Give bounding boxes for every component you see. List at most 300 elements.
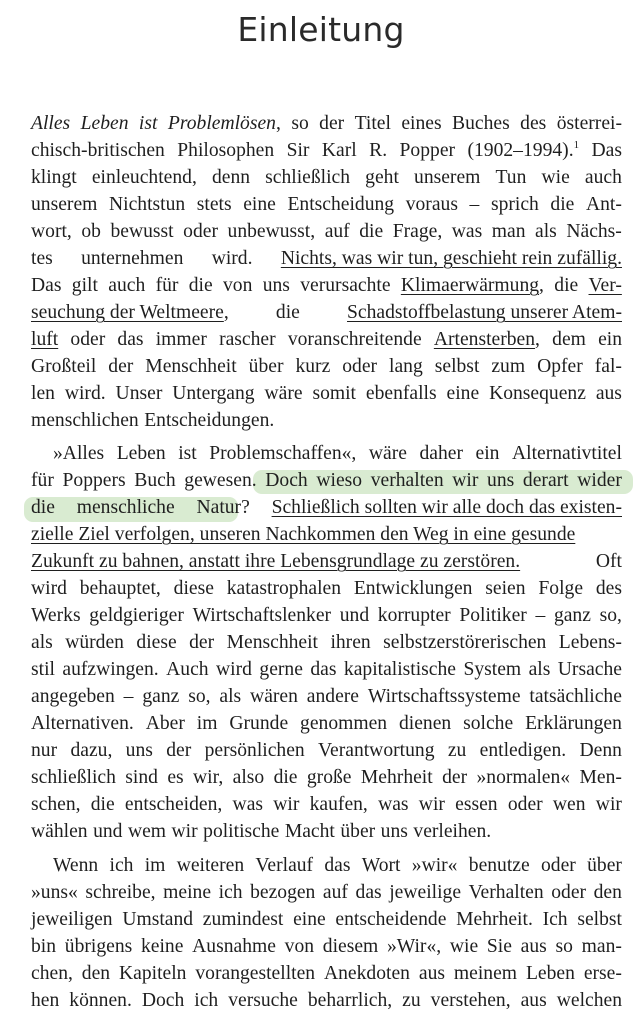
word: »uns«: [31, 882, 78, 903]
word: Ausnahme: [192, 936, 276, 957]
word: benutze: [468, 855, 530, 876]
word: politische: [203, 821, 280, 842]
word: Konsequenz: [489, 383, 586, 404]
word: geldgieriger: [89, 605, 184, 626]
word: System: [463, 659, 522, 680]
word: Mehrheit.: [456, 909, 533, 930]
word: ganz: [553, 605, 591, 626]
text-line: [31, 137, 622, 164]
word: eine: [293, 909, 326, 930]
word: menschlichen: [31, 410, 139, 431]
word: verursachte: [300, 275, 391, 296]
word: entscheiden,: [124, 794, 223, 815]
word: nur: [31, 740, 58, 761]
word: auch: [584, 167, 622, 188]
word: lang: [389, 356, 423, 377]
text-line: [31, 933, 622, 960]
word: über: [248, 356, 284, 377]
word: »wir«: [411, 855, 458, 876]
word: ist: [178, 443, 197, 464]
word: denn: [211, 167, 251, 188]
word: hen: [31, 990, 60, 1011]
word: dem: [552, 329, 586, 350]
text-line: [31, 494, 622, 521]
word: Problemschaffen«,: [209, 443, 357, 464]
word: »Wir«,: [386, 936, 442, 957]
word: es: [167, 767, 184, 788]
text-line: [31, 656, 622, 683]
word: zu: [447, 740, 467, 761]
word: Alternativtitel: [512, 443, 622, 464]
word: Entscheidung: [287, 194, 395, 215]
word: chisch-britischen: [31, 140, 165, 161]
word: wir: [171, 821, 198, 842]
word: ihren: [330, 632, 371, 653]
word: ich: [194, 990, 219, 1011]
word: also: [232, 767, 265, 788]
word: wieso: [316, 470, 363, 491]
text-line: [31, 191, 622, 218]
word: man: [491, 221, 526, 242]
word: Wirtschaftslenker: [192, 605, 332, 626]
word: der: [108, 356, 134, 377]
word: Folge: [538, 578, 584, 599]
word: tatsächliche: [529, 686, 622, 707]
word: die: [273, 767, 298, 788]
word: genommen: [300, 713, 388, 734]
word: Ant-: [585, 194, 622, 215]
word: Leben: [116, 443, 166, 464]
word: gewesen.: [184, 470, 257, 491]
word: Auch: [166, 659, 209, 680]
word: tes: [31, 248, 53, 269]
word: Titel: [354, 113, 391, 134]
text-line: [31, 710, 622, 737]
word: –: [123, 686, 134, 707]
text-line: [31, 737, 622, 764]
word: ,: [223, 302, 229, 323]
word: meinem: [453, 963, 518, 984]
word: Leben: [525, 963, 575, 984]
word: Alternativen.: [31, 713, 134, 734]
word: Wort: [361, 855, 401, 876]
text-line: [31, 629, 622, 656]
word: übrigens: [64, 936, 133, 957]
word: Ursache: [557, 659, 622, 680]
word: Doch: [141, 990, 185, 1011]
word: die: [275, 302, 300, 323]
word: verleihen.: [413, 821, 492, 842]
word: gilt: [71, 275, 98, 296]
word: Menschheit: [226, 632, 318, 653]
word: auf: [322, 882, 348, 903]
word: was: [232, 794, 264, 815]
word: wie: [541, 167, 570, 188]
word: wählen: [31, 821, 88, 842]
word: ebenfalls: [365, 383, 437, 404]
word: wir: [418, 794, 445, 815]
word: das: [117, 329, 144, 350]
word: Sir: [286, 140, 310, 161]
word: bewusst: [110, 221, 174, 242]
word-group: [401, 272, 544, 299]
word: wir: [595, 794, 622, 815]
footnote-marker[interactable]: 1: [573, 139, 580, 151]
word: persönlichen: [204, 740, 305, 761]
word: angegeben: [31, 686, 115, 707]
word: dazu,: [70, 740, 113, 761]
word-group: [434, 326, 540, 353]
word: für: [31, 470, 54, 491]
word: würden: [65, 632, 124, 653]
word: »normalen«: [476, 767, 571, 788]
word: entledigen.: [479, 740, 567, 761]
text-line: [31, 245, 622, 272]
word: Entwicklungen: [353, 578, 473, 599]
text-line: [31, 272, 622, 299]
word: Das: [591, 140, 622, 161]
word: die: [31, 497, 55, 518]
word: große: [306, 767, 352, 788]
word: weiteren: [176, 855, 245, 876]
word: als: [528, 659, 551, 680]
word: –: [469, 194, 480, 215]
word: eine: [446, 383, 480, 404]
word: Verhalten: [468, 882, 544, 903]
word: was: [378, 794, 409, 815]
word: aus: [520, 990, 547, 1011]
word: vorangestellten: [195, 963, 316, 984]
word: stets: [196, 194, 232, 215]
text-line: [31, 764, 622, 791]
word: Klimaerwärmung: [400, 275, 540, 296]
word: der: [189, 632, 215, 653]
word: andere: [306, 686, 360, 707]
word: die: [550, 194, 575, 215]
word: wären: [250, 686, 298, 707]
word: Poppers: [62, 470, 126, 491]
text-line: [31, 467, 622, 494]
word: katastrophalen: [226, 578, 342, 599]
word: der: [166, 740, 192, 761]
word: Ver-: [588, 275, 622, 296]
text-line: [31, 683, 622, 710]
word: so: [555, 936, 573, 957]
word: und: [93, 821, 123, 842]
word: Philosophen: [177, 140, 275, 161]
word: aus: [418, 963, 445, 984]
word: luft: [31, 329, 59, 350]
word: schließlich: [265, 167, 351, 188]
word: unserem: [414, 167, 481, 188]
word: chen,: [31, 963, 73, 984]
word: den: [593, 882, 622, 903]
word: das: [324, 855, 351, 876]
word: Nächs-: [566, 221, 622, 242]
word: zu: [402, 990, 421, 1011]
word: R.: [369, 140, 388, 161]
word: wäre: [368, 443, 407, 464]
word: unternehmen: [81, 248, 184, 269]
text-line: [31, 548, 622, 575]
word: seuchung der Weltmeere: [31, 302, 224, 323]
word: derart: [522, 470, 569, 491]
text-line: [31, 960, 622, 987]
word: oder: [551, 882, 587, 903]
word: sprich: [490, 194, 539, 215]
word: versuche: [228, 990, 298, 1011]
word: Untergang: [172, 383, 255, 404]
chapter-title: Einleitung: [237, 10, 405, 49]
word: Ich: [542, 909, 568, 930]
text-line: [31, 299, 622, 326]
word: diesem: [322, 936, 379, 957]
word: diese: [136, 632, 177, 653]
word: Denn: [579, 740, 622, 761]
word: kaufen,: [309, 794, 368, 815]
word: das: [355, 882, 382, 903]
word: Wirtschaftssysteme: [367, 686, 521, 707]
word: und: [339, 605, 370, 626]
word: len: [31, 383, 55, 404]
word: Das: [31, 275, 62, 296]
text-line: [53, 440, 622, 467]
word: das: [310, 659, 337, 680]
text-line: [31, 218, 622, 245]
word: selbst: [577, 909, 622, 930]
word: Lebens-: [558, 632, 622, 653]
word: was: [451, 221, 483, 242]
word: Natur?: [196, 497, 250, 518]
word: wider: [577, 470, 622, 491]
word: wen: [552, 794, 586, 815]
word: Doch: [265, 470, 308, 491]
word: dienen: [398, 713, 452, 734]
word: Menschheit: [145, 356, 237, 377]
word: ganz: [142, 686, 180, 707]
word: oder: [540, 855, 576, 876]
word: Buch: [134, 470, 176, 491]
word: Entscheidungen.: [144, 410, 275, 431]
word: bin: [31, 936, 57, 957]
word: (1902–1994).$^1$: [467, 139, 580, 161]
word: geht: [365, 167, 399, 188]
word-group: [31, 299, 229, 326]
word: kapitalistische: [343, 659, 456, 680]
word: schen,: [31, 794, 81, 815]
word: wird.: [211, 248, 253, 269]
word: verstehen,: [430, 990, 511, 1011]
word: die: [188, 275, 213, 296]
word: menschliche: [76, 497, 175, 518]
word: entscheidende: [335, 909, 447, 930]
word: Anekdoten: [323, 963, 410, 984]
word: uns: [125, 740, 153, 761]
word: oder: [507, 794, 543, 815]
word: klingt: [31, 167, 77, 188]
word: oder: [342, 356, 378, 377]
word: österrei-: [556, 113, 622, 134]
word: Frage,: [392, 221, 443, 242]
word: aufzwingen.: [62, 659, 159, 680]
word: Popper: [399, 140, 456, 161]
word: Mehrheit: [360, 767, 433, 788]
text-line: [31, 326, 622, 353]
text-line: [31, 164, 622, 191]
text-line: [31, 110, 622, 137]
word: bezogen: [250, 882, 316, 903]
word: wir,: [193, 767, 224, 788]
word: keine: [140, 936, 184, 957]
word: so,: [188, 686, 211, 707]
word: ob: [81, 221, 101, 242]
word: Oft: [595, 551, 622, 572]
word: uns: [487, 470, 515, 491]
word: erse-: [583, 963, 622, 984]
word: Wenn: [53, 855, 99, 876]
word: immer: [155, 329, 207, 350]
word: des: [595, 578, 622, 599]
word: Erklärungen: [525, 713, 622, 734]
word: die: [359, 221, 384, 242]
word: kurz: [295, 356, 331, 377]
word: Buches: [452, 113, 510, 134]
text-line: [31, 521, 622, 548]
word: wir: [452, 470, 479, 491]
word: unbewusst,: [227, 221, 316, 242]
word: Unser: [115, 383, 163, 404]
word: jeweilige: [389, 882, 462, 903]
word: schließlich: [31, 767, 116, 788]
word: gerne: [259, 659, 303, 680]
word: Nichtstun: [108, 194, 186, 215]
text-line: [31, 602, 622, 629]
word: Schließlich sollten wir alle doch das existen-: [271, 497, 622, 518]
word: zum: [491, 356, 526, 377]
word: –: [535, 605, 546, 626]
word: sind: [125, 767, 158, 788]
word: ,: [539, 275, 544, 296]
word: wird.: [64, 383, 106, 404]
word: selbstzerstörerischen: [383, 632, 547, 653]
word: oder: [183, 221, 218, 242]
word: auf: [324, 221, 350, 242]
word: Großteil: [31, 356, 97, 377]
word: Nichts, was wir tun, geschieht rein zufällig.: [280, 248, 622, 269]
word: oder: [70, 329, 106, 350]
word: wird: [31, 578, 67, 599]
word: man-: [581, 936, 622, 957]
word: als: [219, 686, 242, 707]
word: von: [284, 936, 315, 957]
word: aus: [520, 936, 547, 957]
word: Problemlösen,: [167, 113, 281, 134]
word: Aber: [145, 713, 185, 734]
word: behauptet,: [79, 578, 161, 599]
word: wird: [216, 659, 252, 680]
word: aus: [595, 383, 622, 404]
word: können.: [69, 990, 132, 1011]
word: der: [442, 767, 468, 788]
word: somit: [312, 383, 357, 404]
word: so: [291, 113, 309, 134]
word: essen: [455, 794, 498, 815]
word: Macht: [284, 821, 335, 842]
word: beharrlich,: [307, 990, 393, 1011]
word: ,: [535, 329, 540, 350]
word: korrupter: [377, 605, 451, 626]
word: einleuchtend,: [91, 167, 197, 188]
word: diese: [173, 578, 214, 599]
word: wem: [127, 821, 167, 842]
word: Politiker: [459, 605, 527, 626]
word: Verlauf: [255, 855, 314, 876]
word: Karl: [321, 140, 357, 161]
word: ist: [138, 113, 158, 134]
word: die: [554, 275, 579, 296]
word: uns: [262, 275, 290, 296]
word: Verantwortung: [318, 740, 435, 761]
word: zielle Ziel verfolgen, unseren Nachkommen den Weg in eine gesunde: [31, 524, 576, 545]
text-line: [31, 407, 622, 434]
text-line: [31, 575, 622, 602]
word: verhalten: [370, 470, 444, 491]
word: ein: [475, 443, 500, 464]
word: solche: [463, 713, 514, 734]
word: wäre: [264, 383, 303, 404]
word: meine: [163, 882, 212, 903]
word: wir: [273, 794, 300, 815]
word: »Alles: [53, 443, 105, 464]
word: ich: [109, 855, 134, 876]
word: voraus: [405, 194, 458, 215]
word: von: [222, 275, 253, 296]
word: so,: [599, 605, 622, 626]
word: schreibe,: [85, 882, 156, 903]
word: Alles: [31, 113, 71, 134]
word: jeweiligen: [31, 909, 113, 930]
text-line: [31, 791, 622, 818]
word: Tun: [495, 167, 527, 188]
word: unserem: [31, 194, 98, 215]
word: Kapiteln: [119, 963, 187, 984]
word: als: [31, 632, 53, 653]
word: welchen: [556, 990, 622, 1011]
word: ein: [598, 329, 622, 350]
word: ich: [218, 882, 243, 903]
word: Werks: [31, 605, 81, 626]
word: auch: [108, 275, 146, 296]
word: die: [90, 794, 115, 815]
text-line: [31, 380, 622, 407]
word: Opfer: [537, 356, 583, 377]
word: Leben: [80, 113, 129, 134]
word: uns: [380, 821, 408, 842]
text-line: [31, 353, 622, 380]
word: stil: [31, 659, 55, 680]
word: Umstand: [122, 909, 194, 930]
word: wie: [449, 936, 479, 957]
word: für: [155, 275, 179, 296]
word: Zukunft zu bahnen, anstatt ihre Lebensgrundlage zu zerstören.: [31, 551, 521, 572]
word: Grunde: [229, 713, 289, 734]
word: zumindest: [202, 909, 284, 930]
word: als: [535, 221, 557, 242]
word: über: [340, 821, 376, 842]
word: Artensterben: [433, 329, 536, 350]
word: über: [587, 855, 622, 876]
word: im: [144, 855, 166, 876]
